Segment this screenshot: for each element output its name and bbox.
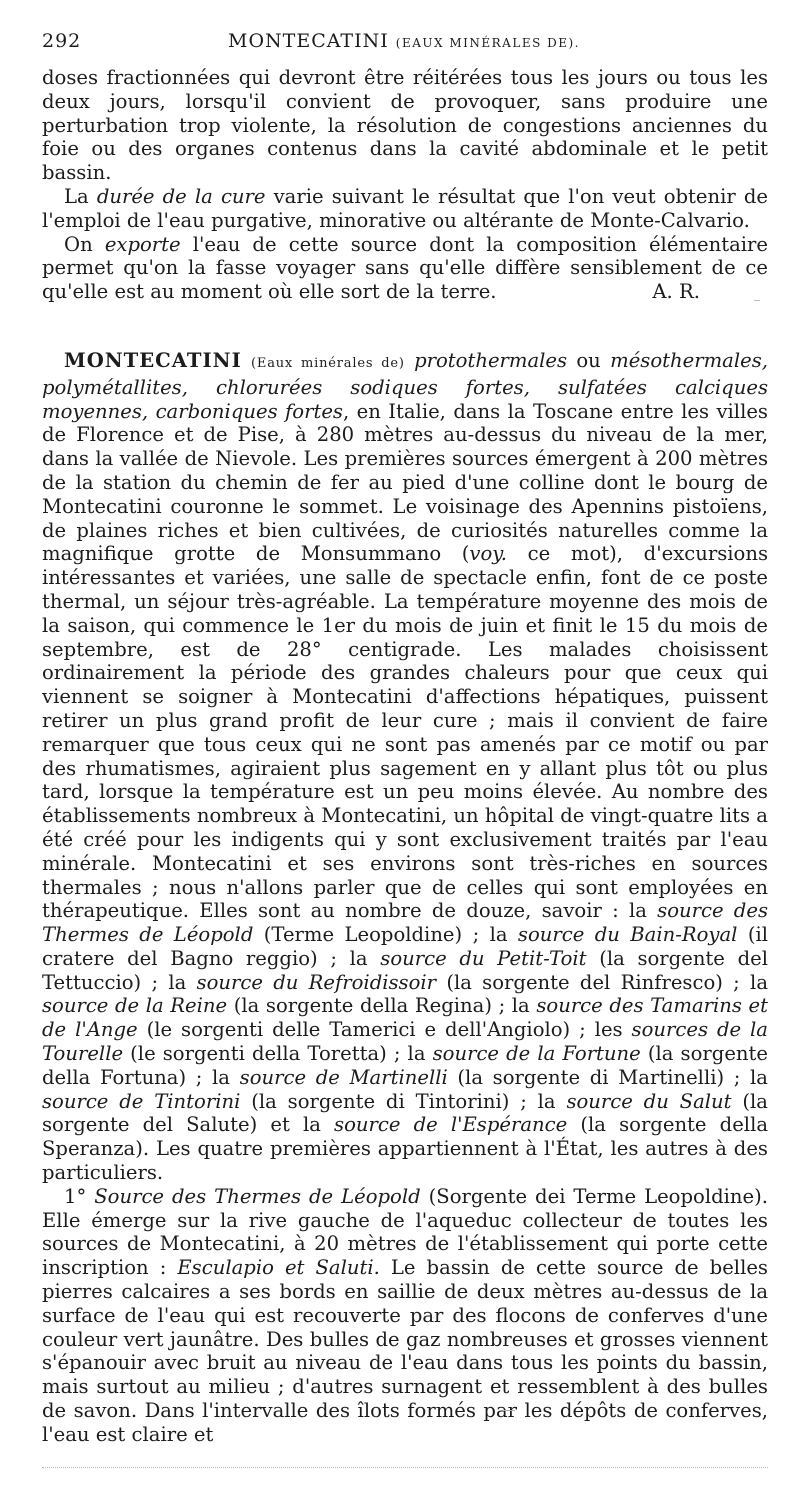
entry-headword: MONTECATINI — [64, 348, 242, 372]
running-title-main: MONTECATINI — [228, 30, 389, 52]
page — [42, 22, 768, 1447]
page-number: 292 — [42, 30, 82, 52]
entry-subhead: (Eaux minérales de) — [251, 355, 405, 371]
paragraph-exporte: On exporte l'eau de cette source dont la composition élémentaire permet qu'on la fasse voyager sans qu'elle diffère sensiblement de ce qu'elle est au moment où elle sort de la terre. — [42, 232, 768, 304]
running-title-sub: (EAUX MINÉRALES DE). — [395, 36, 580, 50]
section-gap — [42, 304, 768, 349]
running-title — [228, 30, 580, 52]
bottom-rule — [42, 1467, 768, 1468]
paragraph-continuation: doses fractionnées qui devront être réitérées tous les jours ou tous les deux jours, lorsqu'il convient de provoquer, sans produire une perturbation trop violente, la résolution de congestions anciennes du foie ou des organes contenus dans la cavité abdominale et le petit bassin. — [42, 66, 768, 185]
page-header — [42, 22, 768, 66]
entry-montecatini: MONTECATINI (Eaux minérales de) protothermales ou mésothermales, polymétallites, chlorurées sodiques fortes, sulfatées calciques moyennes, carboniques fortes, en Italie, dans la Toscane entre les villes de Florence et de Pise, à 280 mètres au-dessus du niveau de la mer, dans la vallée de Nievole. Les premières sources émergent à 200 mètres de la station du chemin de fer au pied d'une colline dont le bourg de Montecatini couronne le sommet. Le voisinage des Apennins pistoïens, de plaines riches et bien cultivées, de curiosités naturelles comme la magnifique grotte de Monsummano (voy. ce mot), d'excursions intéressantes et variées, une salle de spectacle enfin, font de ce poste thermal, un séjour très-agréable. La température moyenne des mois de la saison, qui commence le 1er du mois de juin et finit le 15 du mois de septembre, est de 28° centigrade. Les malades choisissent ordinairement la période des grandes chaleurs pour que ceux qui viennent se soigner à Montecatini d'affections hépatiques, puissent retirer un plus grand profit de leur cure ; mais il convient de faire remarquer que tous ceux qui ne sont pas amenés par ce motif ou par des rhumatismes, agiraient plus sagement en y allant plus tôt ou plus tard, lorsque la température est un peu moins élevée. Au nombre des établissements nombreux à Montecatini, un hôpital de vingt-quatre lits a été créé pour les indigents qui y sont exclusivement traités par l'eau minérale. Montecatini et ses environs sont très-riches en sources thermales ; nous n'allons parler que de celles qui sont employées en thérapeutique. Elles sont au nombre de douze, savoir : la source des Thermes de Léopold (Terme Leopoldine) ; la source du Bain-Royal (il cratere del Bagno reggio) ; la source du Petit-Toit (la sorgente del Tettuccio) ; la source du Refroidissoir (la sorgente del Rinfresco) ; la source de la Reine (la sorgente della Regina) ; la source des Tamarins et de l'Ange (le sorgenti delle Tamerici e dell'Angiolo) ; les sources de la Tourelle (le sorgenti della Toretta) ; la source de la Fortune (la sorgente della Fortuna) ; la source de Martinelli (la sorgente di Martinelli) ; la source de Tintorini (la sorgente di Tintorini) ; la source du Salut (la sorgente del Salute) et la source de l'Espérance (la sorgente della Speranza). Les quatre premières appartiennent à l'État, les autres à des particuliers. — [42, 348, 769, 1185]
print-speck — [754, 300, 760, 301]
print-speck — [503, 1410, 515, 1411]
author-signature: A. R. — [652, 280, 700, 304]
paragraph-duree-cure: La durée de la cure varie suivant le résultat que l'on veut obtenir de l'emploi de l'eau purgative, minorative ou altérante de Monte-Calvario. — [42, 184, 769, 232]
paragraph-source-leopold: 1° Source des Thermes de Léopold (Sorgente dei Terme Leopoldine). Elle émerge sur la rive gauche de l'aqueduc collecteur de toutes les sources de Montecatini, à 20 mètres de l'établissement qui porte cette inscription : Esculapio et Saluti. Le bassin de cette source de belles pierres calcaires a ses bords en saillie de deux mètres au-dessus de la surface de l'eau qui est recouverte par des flocons de conferves d'une couleur vert jaunâtre. Des bulles de gaz nombreuses et grosses viennent s'épanouir avec bruit au niveau de l'eau dans tous les points du bassin, mais surtout au milieu ; d'autres surnagent et ressemblent à des bulles de savon. Dans l'intervalle des îlots formés par les dépôts de conferves, l'eau est claire et — [42, 1184, 768, 1446]
